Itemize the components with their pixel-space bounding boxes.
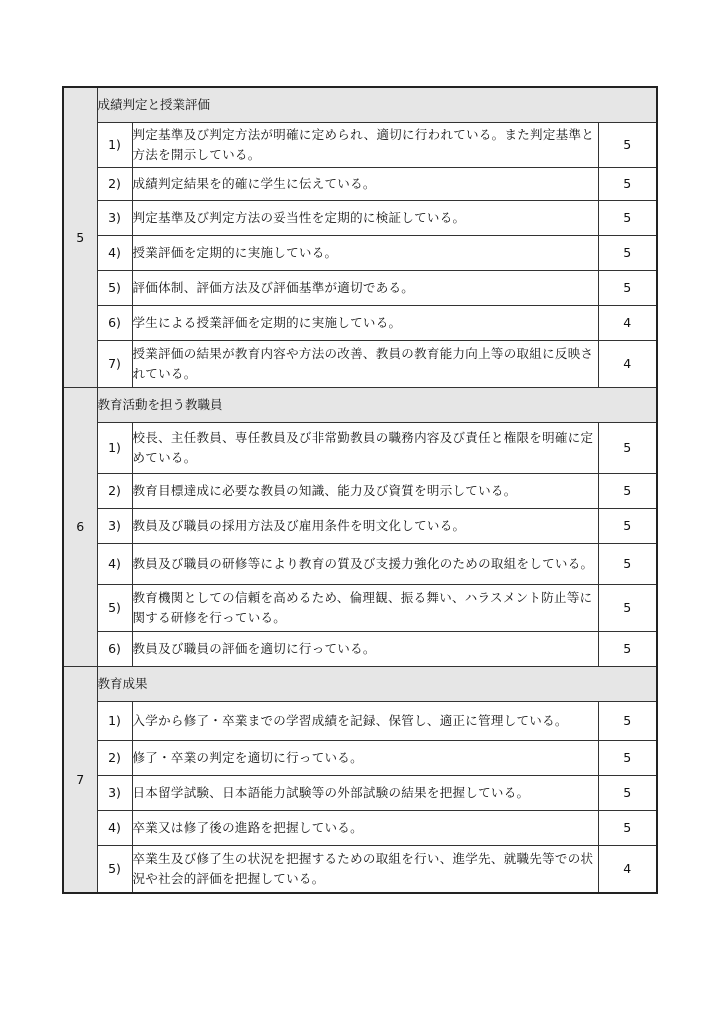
table-row	[63, 741, 657, 776]
evaluation-table	[62, 86, 658, 894]
table-row	[63, 474, 657, 509]
table-row	[63, 811, 657, 846]
item-score: 5	[598, 271, 657, 306]
item-number: 5)	[97, 271, 132, 306]
section-number: 5	[63, 87, 97, 388]
item-number: 7)	[97, 341, 132, 388]
table-row	[63, 423, 657, 474]
item-text: 判定基準及び判定方法の妥当性を定期的に検証している。	[132, 201, 598, 236]
item-number: 1)	[97, 423, 132, 474]
item-number: 3)	[97, 509, 132, 544]
item-number: 4)	[97, 236, 132, 271]
table-row	[63, 271, 657, 306]
item-text: 評価体制、評価方法及び評価基準が適切である。	[132, 271, 598, 306]
item-number: 2)	[97, 168, 132, 201]
section-title: 教育成果	[97, 667, 657, 702]
item-score: 5	[598, 776, 657, 811]
item-score: 5	[598, 509, 657, 544]
item-score: 5	[598, 811, 657, 846]
section-header-row	[63, 667, 657, 702]
item-number: 3)	[97, 201, 132, 236]
section-number: 7	[63, 667, 97, 894]
item-text: 判定基準及び判定方法が明確に定められ、適切に行われている。また判定基準と方法を開示している。	[132, 123, 598, 168]
item-score: 5	[598, 474, 657, 509]
item-text: 卒業生及び修了生の状況を把握するための取組を行い、進学先、就職先等での状況や社会的評価を把握している。	[132, 846, 598, 894]
item-score: 4	[598, 846, 657, 894]
item-number: 1)	[97, 123, 132, 168]
item-text: 入学から修了・卒業までの学習成績を記録、保管し、適正に管理している。	[132, 702, 598, 741]
item-number: 3)	[97, 776, 132, 811]
table-row	[63, 632, 657, 667]
item-score: 5	[598, 585, 657, 632]
item-number: 5)	[97, 585, 132, 632]
section-title: 教育活動を担う教職員	[97, 388, 657, 423]
item-number: 2)	[97, 741, 132, 776]
table-row	[63, 123, 657, 168]
item-score: 4	[598, 341, 657, 388]
item-text: 教育目標達成に必要な教員の知識、能力及び資質を明示している。	[132, 474, 598, 509]
table-row	[63, 201, 657, 236]
item-text: 学生による授業評価を定期的に実施している。	[132, 306, 598, 341]
item-text: 成績判定結果を的確に学生に伝えている。	[132, 168, 598, 201]
item-text: 卒業又は修了後の進路を把握している。	[132, 811, 598, 846]
item-score: 4	[598, 306, 657, 341]
item-score: 5	[598, 702, 657, 741]
item-score: 5	[598, 123, 657, 168]
table-row	[63, 585, 657, 632]
item-number: 5)	[97, 846, 132, 894]
item-score: 5	[598, 201, 657, 236]
item-text: 日本留学試験、日本語能力試験等の外部試験の結果を把握している。	[132, 776, 598, 811]
section-number: 6	[63, 388, 97, 667]
item-text: 校長、主任教員、専任教員及び非常勤教員の職務内容及び責任と権限を明確に定めている。	[132, 423, 598, 474]
item-text: 教育機関としての信頼を高めるため、倫理観、振る舞い、ハラスメント防止等に関する研修を行っている。	[132, 585, 598, 632]
item-number: 4)	[97, 811, 132, 846]
item-number: 6)	[97, 306, 132, 341]
item-text: 教員及び職員の評価を適切に行っている。	[132, 632, 598, 667]
table-row	[63, 236, 657, 271]
table-row	[63, 544, 657, 585]
section-header-row	[63, 87, 657, 123]
table-row	[63, 846, 657, 894]
item-text: 教員及び職員の採用方法及び雇用条件を明文化している。	[132, 509, 598, 544]
section-title: 成績判定と授業評価	[97, 87, 657, 123]
table-row	[63, 776, 657, 811]
table-row	[63, 509, 657, 544]
item-number: 2)	[97, 474, 132, 509]
item-score: 5	[598, 632, 657, 667]
item-text: 授業評価の結果が教育内容や方法の改善、教員の教育能力向上等の取組に反映されている。	[132, 341, 598, 388]
item-score: 5	[598, 741, 657, 776]
table-row	[63, 168, 657, 201]
section-header-row	[63, 388, 657, 423]
item-score: 5	[598, 168, 657, 201]
table-row	[63, 306, 657, 341]
item-number: 1)	[97, 702, 132, 741]
item-number: 6)	[97, 632, 132, 667]
item-score: 5	[598, 544, 657, 585]
item-text: 修了・卒業の判定を適切に行っている。	[132, 741, 598, 776]
table-row	[63, 702, 657, 741]
item-text: 授業評価を定期的に実施している。	[132, 236, 598, 271]
table-row	[63, 341, 657, 388]
item-score: 5	[598, 423, 657, 474]
item-number: 4)	[97, 544, 132, 585]
item-text: 教員及び職員の研修等により教育の質及び支援力強化のための取組をしている。	[132, 544, 598, 585]
item-score: 5	[598, 236, 657, 271]
